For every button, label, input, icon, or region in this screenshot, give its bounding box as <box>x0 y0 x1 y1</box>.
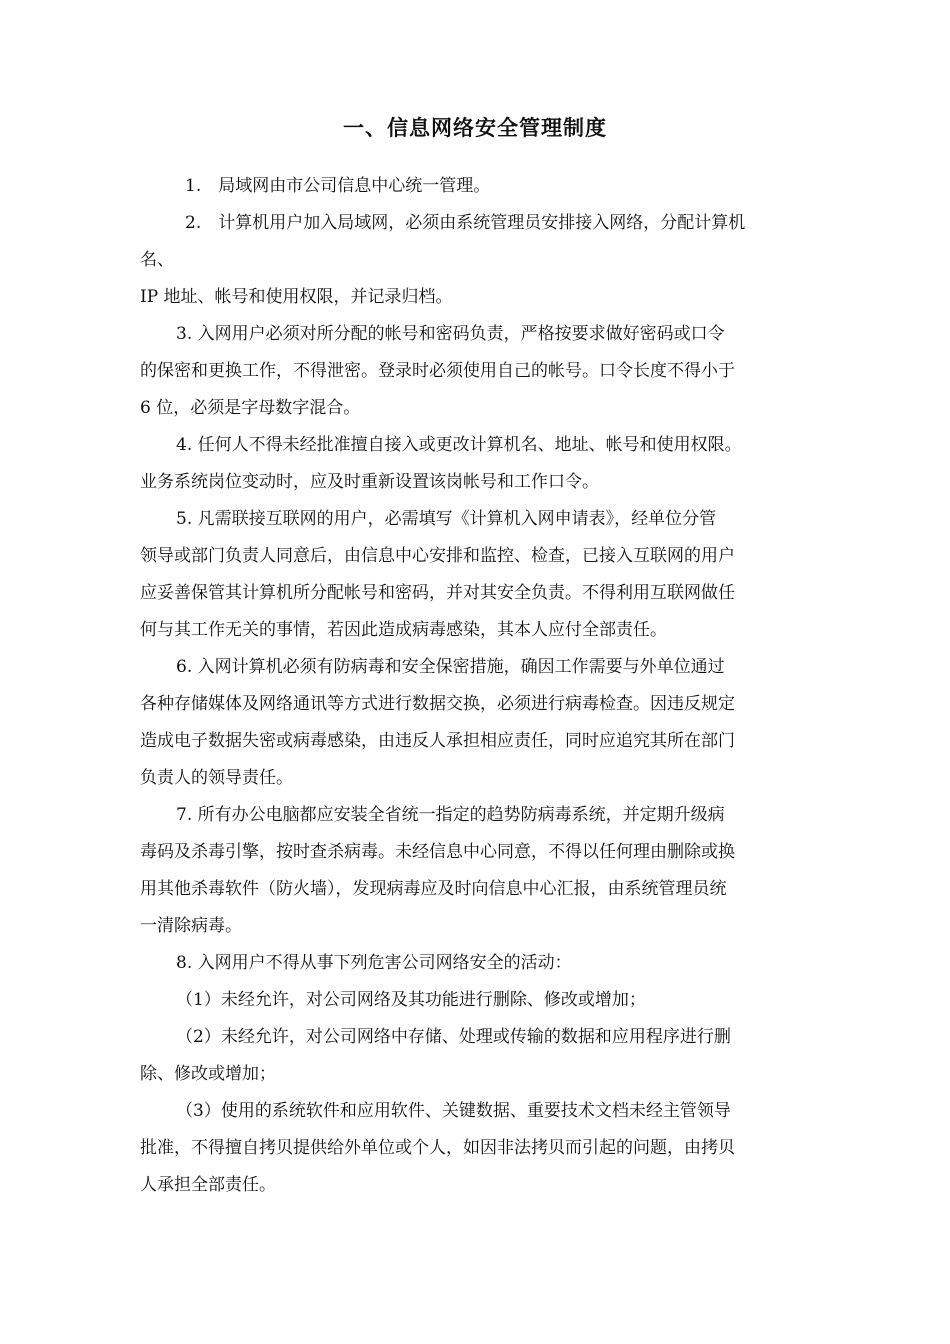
paragraph-line: 一清除病毒。 <box>140 916 242 936</box>
paragraph-line: 造成电子数据失密或病毒感染，由违反人承担相应责任，同时应追究其所在部门 <box>140 731 735 751</box>
paragraph-line: 各种存储媒体及网络通讯等方式进行数据交换，必须进行病毒检查。因违反规定 <box>140 694 735 714</box>
paragraph-line: 批准，不得擅自拷贝提供给外单位或个人，如因非法拷贝而引起的问题，由拷贝 <box>140 1138 735 1158</box>
paragraph-line: 除、修改或增加； <box>140 1064 276 1084</box>
paragraph-line: 8. 入网用户不得从事下列危害公司网络安全的活动： <box>176 953 572 973</box>
document-title: 一、信息网络安全管理制度 <box>343 116 607 140</box>
document-body <box>140 168 840 1204</box>
paragraph-line: 的保密和更换工作，不得泄密。登录时必须使用自己的帐号。口令长度不得小于 <box>140 361 735 381</box>
paragraph-line: 名、 <box>140 250 174 270</box>
paragraph-line: 6 位，必须是字母数字混合。 <box>140 398 361 418</box>
paragraph-line: 业务系统岗位变动时，应及时重新设置该岗帐号和工作口令。 <box>140 472 599 492</box>
paragraph-line: IP 地址、帐号和使用权限，并记录归档。 <box>140 287 453 307</box>
paragraph-line: 2. 计算机用户加入局域网，必须由系统管理员安排接入网络，分配计算机 <box>185 213 746 233</box>
paragraph-line: 人承担全部责任。 <box>140 1175 276 1195</box>
paragraph-line: 领导或部门负责人同意后，由信息中心安排和监控、检查，已接入互联网的用户 <box>140 546 735 566</box>
paragraph-line: 5. 凡需联接互联网的用户，必需填写《计算机入网申请表》，经单位分管 <box>176 509 717 529</box>
paragraph-line: （1）未经允许，对公司网络及其功能进行删除、修改或增加； <box>176 990 646 1010</box>
paragraph-line: （3）使用的系统软件和应用软件、关键数据、重要技术文档未经主管领导 <box>176 1101 731 1121</box>
paragraph-line: 1. 局域网由市公司信息中心统一管理。 <box>185 176 491 196</box>
paragraph-line: 何与其工作无关的事情，若因此造成病毒感染，其本人应付全部责任。 <box>140 620 667 640</box>
paragraph-line: 6. 入网计算机必须有防病毒和安全保密措施，确因工作需要与外单位通过 <box>176 657 725 677</box>
paragraph-line: 用其他杀毒软件（防火墙），发现病毒应及时向信息中心汇报，由系统管理员统 <box>140 879 727 899</box>
paragraph-line: 7. 所有办公电脑都应安装全省统一指定的趋势防病毒系统，并定期升级病 <box>176 805 725 825</box>
paragraph-line: 3. 入网用户必须对所分配的帐号和密码负责，严格按要求做好密码或口令 <box>176 324 725 344</box>
paragraph-line: 4. 任何人不得未经批准擅自接入或更改计算机名、地址、帐号和使用权限。 <box>176 435 742 455</box>
paragraph-line: （2）未经允许，对公司网络中存储、处理或传输的数据和应用程序进行删 <box>176 1027 731 1047</box>
paragraph-line: 毒码及杀毒引擎，按时查杀病毒。未经信息中心同意，不得以任何理由删除或换 <box>140 842 735 862</box>
paragraph-line: 应妥善保管其计算机所分配帐号和密码，并对其安全负责。不得利用互联网做任 <box>140 583 735 603</box>
paragraph-line: 负责人的领导责任。 <box>140 768 293 788</box>
